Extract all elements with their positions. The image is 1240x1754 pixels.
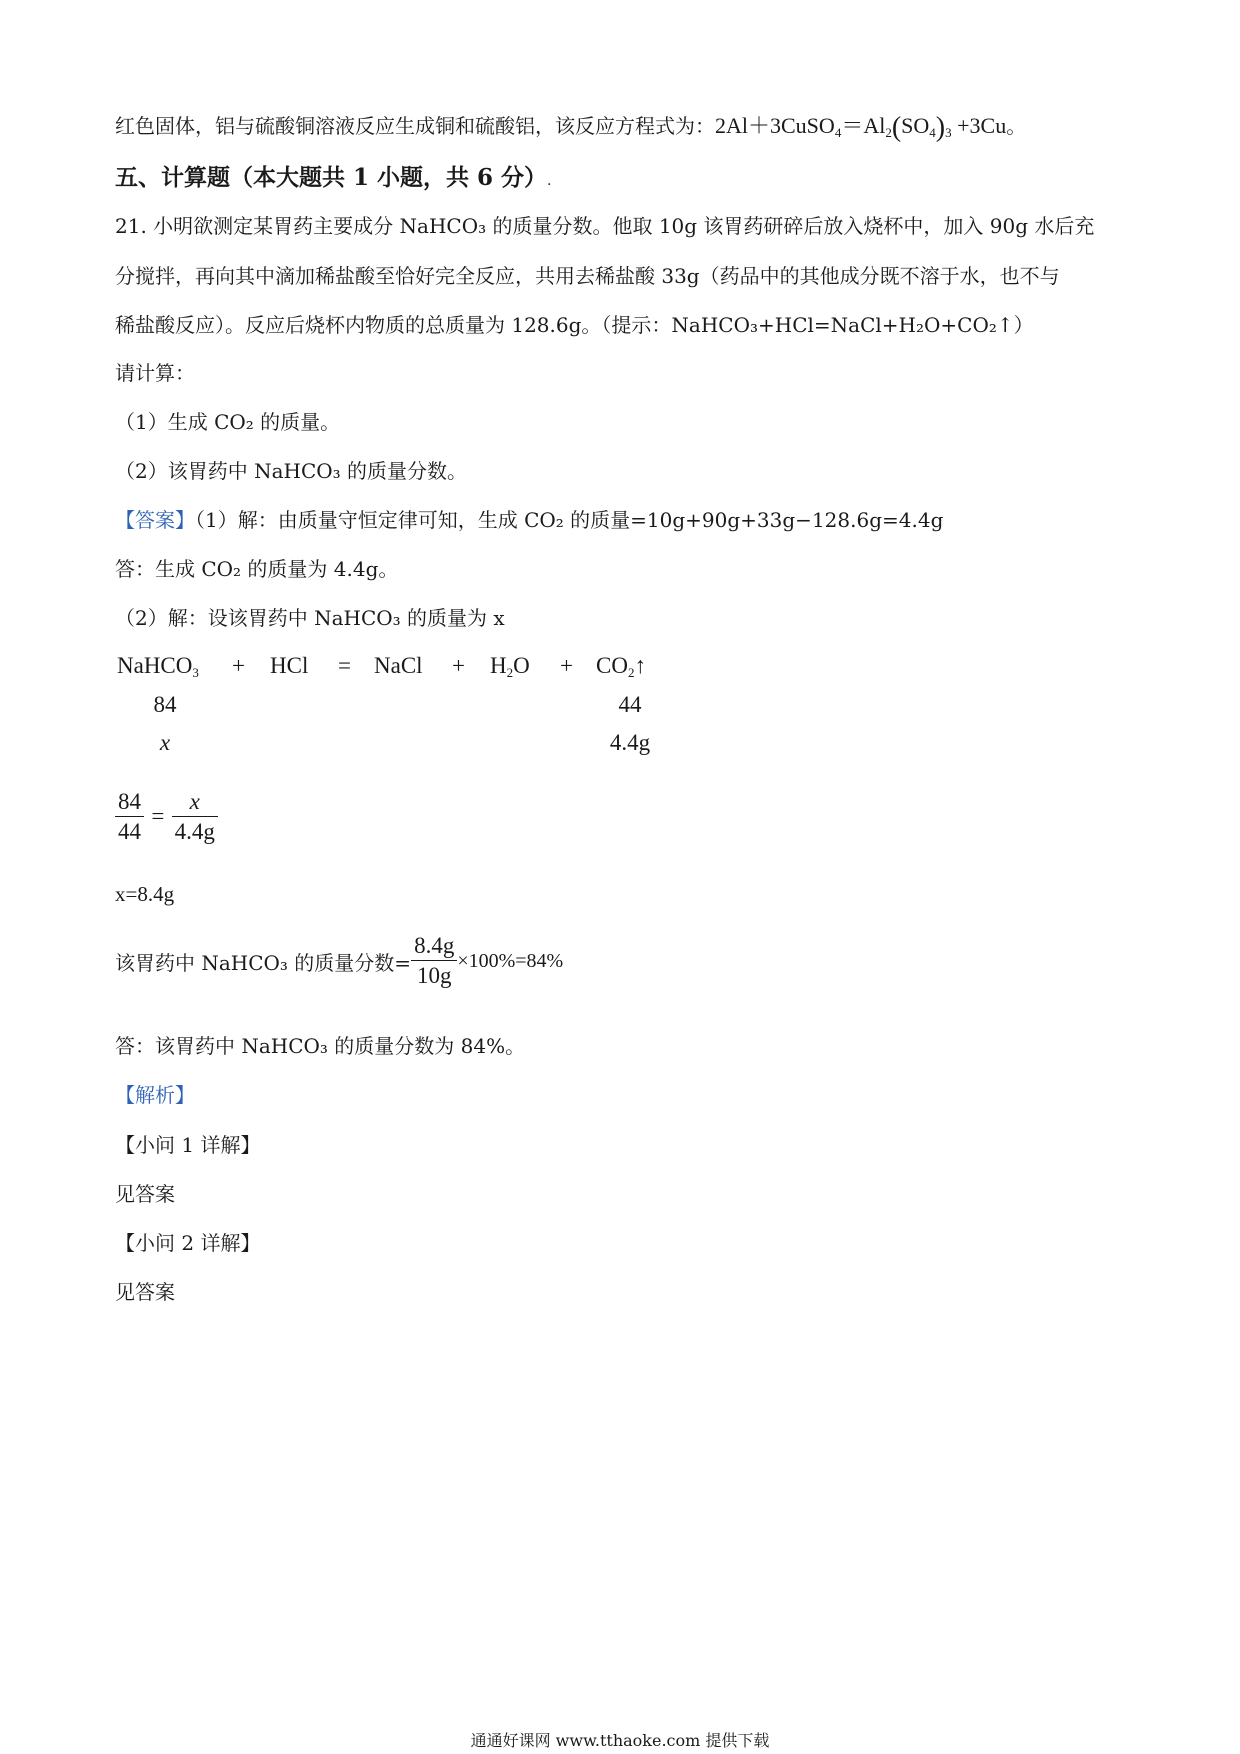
answer-step-1: 【答案】（1）解：由质量守恒定律可知，生成 CO₂ 的质量=10g+90g+33g−128.6g=4.4g xyxy=(115,508,944,532)
sub-question-1-detail: 【小问 1 详解】 xyxy=(115,1133,261,1157)
prev-text-line xyxy=(115,112,1026,142)
question-sub-1: （1）生成 CO₂ 的质量。 xyxy=(115,410,341,434)
gas-arrow-icon: ↑ xyxy=(634,653,646,678)
plus-sign-1: + xyxy=(232,653,245,678)
sub-question-1-text: 见答案 xyxy=(115,1182,175,1206)
x-result: x=8.4g xyxy=(115,882,175,906)
reactant-hcl: HCl xyxy=(270,653,309,678)
sub-question-2-text: 见答案 xyxy=(115,1280,175,1304)
question-sub-2: （2）该胃药中 NaHCO₃ 的质量分数。 xyxy=(115,459,468,483)
question-line-1: 21. 小明欲测定某胃药主要成分 NaHCO₃ 的质量分数。他取 10g 该胃药研碎后放入烧杯中，加入 90g 水后充 xyxy=(115,214,1095,238)
question-ask: 请计算： xyxy=(115,361,195,385)
answer-1: 答：生成 CO₂ 的质量为 4.4g。 xyxy=(115,557,399,581)
question-line-3: 稀盐酸反应）。反应后烧杯内物质的总质量为 128.6g。（提示：NaHCO₃+HCl=NaCl+H₂O+CO₂↑） xyxy=(115,313,1034,337)
prev-text: 红色固体，铝与硫酸铜溶液反应生成铜和硫酸铝，该反应方程式为： xyxy=(115,114,715,138)
fraction-84-44: $\frac{84}{44}$ xyxy=(115,788,144,847)
answer-tag: 【答案】 xyxy=(115,508,195,532)
equals-sign: = xyxy=(338,653,351,678)
molar-mass-nahco3: 84 xyxy=(153,692,177,717)
product-nacl: NaCl xyxy=(374,653,423,678)
answer-step-2: （2）解：设该胃药中 NaHCO₃ 的质量为 x xyxy=(115,606,505,630)
mass-co2: 4.4g xyxy=(609,730,651,755)
plus-sign-3: + xyxy=(560,653,573,678)
analysis-tag: 【解析】 xyxy=(115,1083,195,1107)
fraction-x-4.4g: $\frac{x}{4.4g}$ xyxy=(172,788,218,847)
sub-question-2-detail: 【小问 2 详解】 xyxy=(115,1231,261,1255)
answer-2: 答：该胃药中 NaHCO₃ 的质量分数为 84%。 xyxy=(115,1034,526,1058)
unknown-x: x xyxy=(159,730,171,755)
section-title: 五、计算题（本大题共 1 小题，共 6 分）. xyxy=(115,164,552,191)
equation-end: 。 xyxy=(1006,114,1027,138)
al-cuso4-equation: $2Al+3CuSO_4=Al_2(SO_4)_3 +3Cu$ xyxy=(715,112,1007,143)
plus-sign-2: + xyxy=(452,653,465,678)
mass-fraction-line: 该胃药中 NaHCO₃ 的质量分数= $\frac{8.4g}{10g}$ ×100%=84% xyxy=(115,932,563,991)
product-co2: $CO_2↑$ xyxy=(596,653,646,680)
page-footer: 通通好课网 www.tthaoke.com 提供下载 xyxy=(470,1731,770,1750)
question-line-2: 分搅拌，再向其中滴加稀盐酸至恰好完全反应，共用去稀盐酸 33g（药品中的其他成分既不溶于水，也不与 xyxy=(115,264,1060,288)
reactant-nahco3: NaHCO$_3$ xyxy=(117,653,199,680)
fraction-8.4g-10g: $\frac{8.4g}{10g}$ xyxy=(411,932,457,991)
proportion: $\frac{84}{44}$ = $\frac{x}{4.4g}$ xyxy=(115,788,218,847)
product-h2o: $H_2O$ xyxy=(490,653,530,680)
molar-mass-co2: 44 xyxy=(618,692,642,717)
